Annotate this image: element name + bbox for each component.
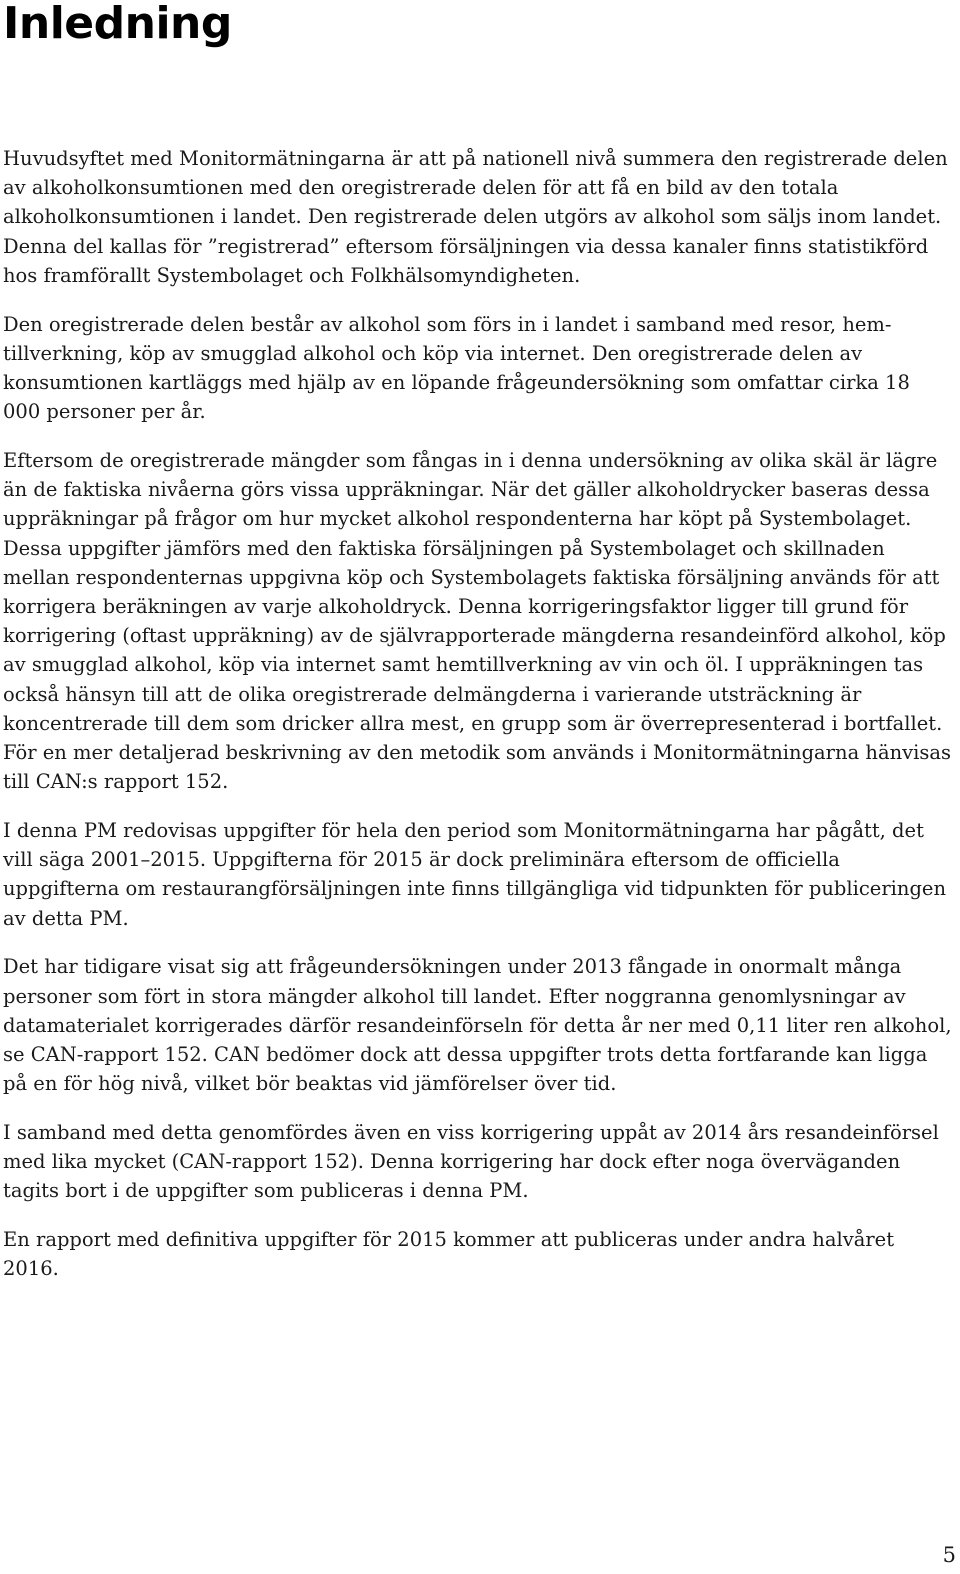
paragraph: En rapport med definitiva uppgifter för 2015 kommer att publiceras under andra halvåret 2016. <box>3 1228 895 1281</box>
paragraph: Huvudsyftet med Monitormätningarna är att på nationell nivå summera den registrerade delen av alkoholkonsumtionen med den oregistrerade delen för att få en bild av den totala alkoholkonsumtionen i landet. Den registrerade delen utgörs av alkohol som säljs inom landet. Denna del kallas för ”registrerad” eftersom försäljningen via dessa kanaler finns statistikförd hos framförallt Systembolaget och Folkhälsomyndigheten. <box>3 147 948 287</box>
page-title: Inledning <box>3 0 232 49</box>
paragraph: I samband med detta genomfördes även en viss korrigering uppåt av 2014 års resandeinförsel med lika mycket (CAN-rapport 152). Denna korrigering har dock efter noga överväganden tagits bort i de uppgifter som publiceras i denna PM. <box>3 1121 939 1203</box>
paragraph: Den oregistrerade delen består av alkohol som förs in i landet i samband med resor, hemtillverkning, köp av smugglad alkohol och köp via internet. Den oregistrerade delen av konsumtionen kartläggs med hjälp av en löpande frågeundersökning som omfattar cirka 18 000 personer per år. <box>3 312 910 424</box>
paragraph: Det har tidigare visat sig att frågeundersökningen under 2013 fångade in onormalt många personer som fört in stora mängder alkohol till landet. Efter noggranna genomlysningar av datamaterialet korrigerades därför resandeinförseln för detta år ner med 0,11 liter ren alkohol, se CAN-rapport 152. CAN bedömer dock att dessa uppgifter trots detta fortfarande kan ligga på en för hög nivå, vilket bör beaktas vid jämförelser över tid. <box>3 955 952 1096</box>
body-text <box>3 144 953 1303</box>
page-number: 5 <box>942 1543 956 1567</box>
paragraph: I denna PM redovisas uppgifter för hela den period som Monitormätningarna har pågått, det vill säga 2001–2015. Uppgifterna för 2015 är dock preliminära eftersom de officiella uppgifterna om restaurangförsäljningen inte finns tillgängliga vid tidpunkten för publiceringen av detta PM. <box>3 819 947 930</box>
paragraph: Eftersom de oregistrerade mängder som fångas in i denna undersökning av olika skäl är lägre än de faktiska nivåerna görs vissa uppräkningar. När det gäller alkoholdrycker baseras dessa uppräkningar på frågor om hur mycket alkohol respondenterna har köpt på Systembolaget. Dessa uppgifter jämförs med den faktiska försäljningen på Systembolaget och skillnaden mellan respondenternas uppgivna köp och Systembolagets faktiska försäljning används för att korrigera beräkningen av varje alkoholdryck. Denna korrigeringsfaktor ligger till grund för korrigering (oftast uppräkning) av de självrapporterade mängderna resandeinförd alkohol, köp av smugglad alkohol, köp via internet samt hemtillverkning av vin och öl. I uppräkningen tas också hänsyn till att de olika oregistrerade delmängderna i varierande utsträckning är koncentrerade till dem som dricker allra mest, en grupp som är överrepresenterad i bortfallet. För en mer detaljerad beskrivning av den metodik som används i Monitormätningarna hänvisas till CAN:s rapport 152. <box>3 449 952 794</box>
